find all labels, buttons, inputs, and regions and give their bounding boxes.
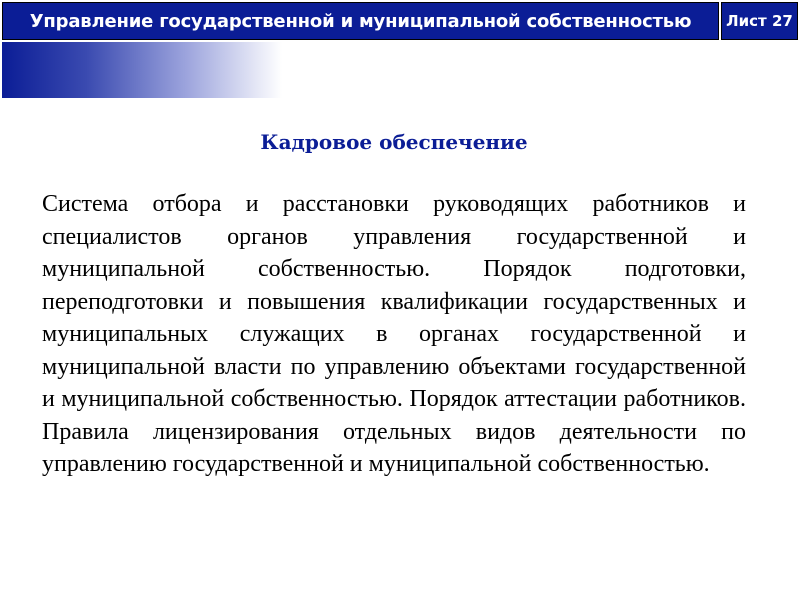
title-bar	[2, 2, 719, 40]
sheet-number-box	[721, 2, 798, 40]
slide-title: Управление государственной и муниципальной собственностью	[29, 10, 692, 32]
section-heading: Кадровое обеспечение	[260, 130, 528, 154]
body-paragraph: Система отбора и расстановки руководящих работников и специалистов органов управления государственной и муниципальной собственностью. Порядок подготовки, переподготовки и повышения квалификации государственных и муниципальных служащих в органах государственной и муниципальной власти по управлению объектами государственной и муниципальной собственностью. Порядок аттестации работников. Правила лицензирования отдельных видов деятельности по управлению государственной и муниципальной собственностью.	[42, 191, 746, 477]
sheet-number: Лист 27	[726, 12, 793, 30]
decorative-gradient-bar	[2, 42, 282, 98]
